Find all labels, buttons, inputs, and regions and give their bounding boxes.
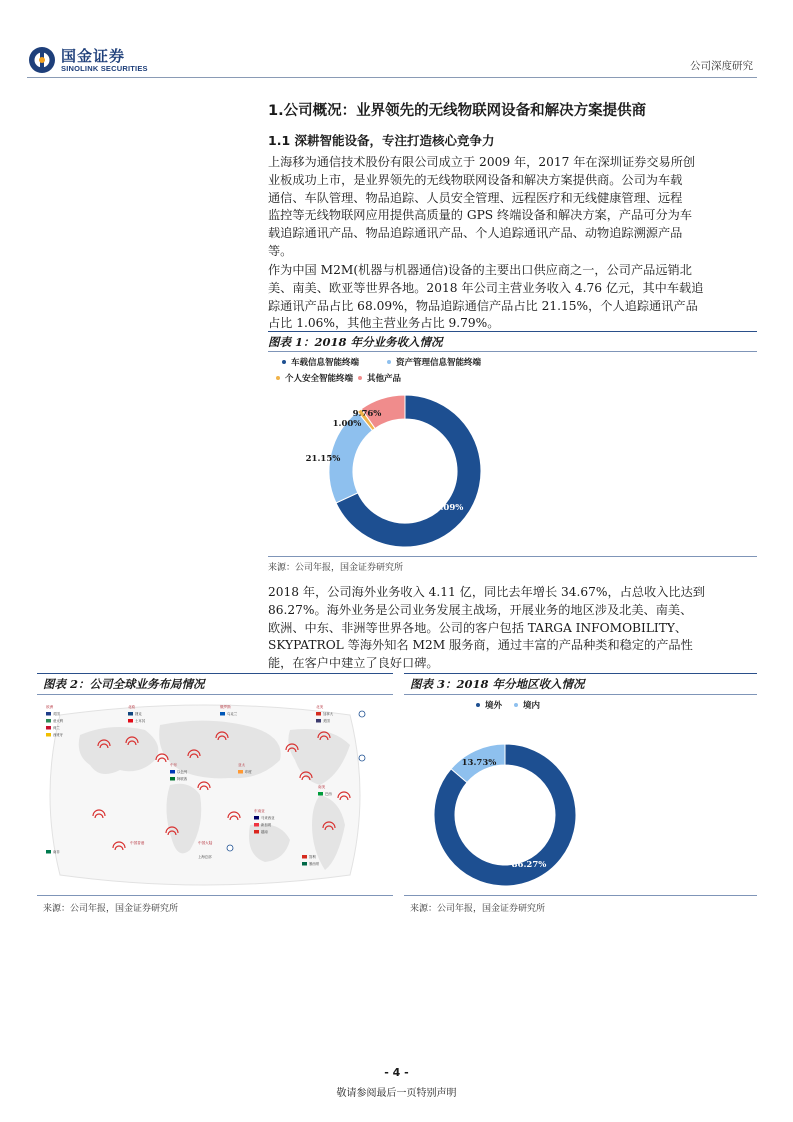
legend-label: 境外: [485, 701, 503, 711]
figure3-source: 来源：公司年报，国金证券研究所: [410, 904, 546, 914]
brand-logo: [27, 45, 157, 77]
text-line: 占比 1.06%，其他主营业务占比 9.79%。: [268, 316, 500, 331]
donut-value-label: 1.00%: [332, 419, 362, 429]
region-donut-chart: [404, 730, 757, 890]
figure3-title: 图表 3：2018 年分地区收入情况: [410, 677, 585, 691]
map-region-label: 中东: [170, 763, 178, 767]
map-country-label: 墨西哥: [309, 862, 320, 866]
donut-value-label: 86.27%: [511, 860, 547, 870]
text-line: 美、南美、欧亚等世界各地。2018 年公司主营业务收入 4.76 亿元，其中车载追: [268, 280, 704, 295]
legend-item-domestic: [514, 699, 540, 711]
map-country-label: 西班牙: [53, 733, 64, 737]
figure2-bottom-rule: [37, 895, 393, 896]
map-region-label: 俄罗斯: [220, 705, 231, 709]
map-country-label: 越南: [261, 830, 268, 834]
text-line: 作为中国 M2M(机器与机器通信)设备的主要出口供应商之一，公司产品远销北: [268, 263, 692, 277]
legend-dot: [387, 360, 391, 364]
header-divider: [27, 77, 757, 78]
map-country-label: 以色列: [177, 770, 188, 774]
map-region-label: 亚太: [238, 763, 246, 767]
map-country-label: 马来西亚: [261, 816, 275, 820]
text-line: 载追踪通讯产品、物品追踪通讯产品、个人追踪通讯产品、动物追踪溯源产品: [268, 226, 683, 241]
map-country-label: 新加坡: [261, 823, 272, 827]
report-type: 公司深度研究: [690, 60, 753, 72]
brand-name-cn: 国金证券: [61, 47, 126, 65]
figure1-top-rule: [268, 331, 757, 332]
paragraph-intro: [268, 154, 756, 261]
legend-dot: [358, 376, 362, 380]
page-number: - 4 -: [384, 1066, 409, 1079]
donut-value-label: 21.15%: [305, 454, 341, 464]
map-country-label: 土耳其: [135, 719, 146, 723]
legend-label: 资产管理信息智能终端: [396, 358, 482, 368]
figure2-source: 来源：公司年报，国金证券研究所: [43, 904, 179, 914]
map-country-label: 印度: [245, 770, 252, 774]
text-line: 通信、车队管理、物品追踪、人员安全管理、远程医疗和无线健康管理、远程: [268, 190, 683, 205]
text-line: 监控等无线物联网应用提供高质量的 GPS 终端设备和解决方案，产品可分为车: [268, 208, 693, 223]
paragraph-overseas: [268, 584, 756, 673]
map-country-label: 捷克: [135, 712, 142, 716]
figure2-top-rule: [37, 673, 393, 674]
map-country-label: 美国: [323, 719, 330, 723]
map-country-label: 意大利: [53, 719, 64, 723]
legend-label: 个人安全智能终端: [285, 374, 354, 384]
map-country-label: 乌克兰: [227, 712, 238, 716]
map-country-label: 智利: [309, 855, 316, 859]
brand-name-en: SINOLINK SECURITIES: [61, 64, 148, 73]
donut-value-label: 13.73%: [461, 758, 497, 768]
donut-value-label: 68.09%: [428, 503, 464, 513]
figure3-bottom-rule: [404, 895, 757, 896]
legend-label: 境内: [523, 701, 541, 711]
map-country-label: 加拿大: [323, 712, 334, 716]
map-region-label: 北欧: [128, 705, 136, 709]
text-line: 踪通讯产品占比 68.09%，物品追踪通信产品占比 21.15%，个人追踪通讯产品: [268, 298, 698, 313]
legend-dot: [282, 360, 286, 364]
figure2-title-rule: [37, 694, 393, 695]
figure1-source: 来源：公司年报，国金证券研究所: [268, 563, 404, 573]
legend-label: 车载信息智能终端: [291, 358, 360, 368]
map-country-label: 阿联酋: [177, 777, 188, 781]
text-line: 能，在客户中建立了良好口碑。: [268, 656, 439, 671]
figure1-title-rule: [268, 351, 757, 352]
paragraph-revenue: [268, 262, 756, 333]
figure3-top-rule: [404, 673, 757, 674]
figure2-title: 图表 2：公司全球业务布局情况: [43, 677, 205, 691]
figure1-bottom-rule: [268, 556, 757, 557]
logo-icon: [27, 45, 57, 75]
section-heading: 1.公司概况：业界领先的无线物联网设备和解决方案提供商: [268, 103, 647, 119]
legend-dot: [276, 376, 280, 380]
legend-item-vehicle: [282, 356, 359, 368]
map-country-label: 上海总部: [198, 855, 212, 859]
text-line: 上海移为通信技术股份有限公司成立于 2009 年，2017 年在深圳证券交易所创: [268, 155, 696, 169]
legend-item-personal: [276, 372, 353, 384]
map-country-label: 南非: [53, 850, 60, 854]
text-line: 欧洲、中东、非洲等世界各地。公司的客户包括 TARGA INFOMOBILITY、: [268, 620, 688, 635]
legend-item-asset: [387, 356, 481, 368]
text-line: 等。: [268, 243, 293, 258]
map-region-label: 南美: [318, 785, 326, 789]
text-line: 2018 年，公司海外业务收入 4.11 亿，同比去年增长 34.67%，占总收入比达到: [268, 585, 705, 599]
disclaimer: 敬请参阅最后一页特别声明: [336, 1088, 457, 1099]
legend-dot: [514, 703, 518, 707]
map-region-label: 东南亚: [254, 809, 265, 813]
map-region-label: 中国香港: [130, 841, 145, 845]
subsection-heading: 1.1 深耕智能设备，专注打造核心竞争力: [268, 133, 495, 148]
legend-item-other: [358, 372, 401, 384]
map-region-label: 北美: [316, 705, 324, 709]
map-region-label: 中国大陆: [198, 841, 213, 845]
global-layout-map: [40, 700, 370, 890]
map-country-label: 荷兰: [53, 726, 60, 730]
map-country-label: 巴西: [325, 792, 332, 796]
text-line: SKYPATROL 等海外知名 M2M 服务商，通过丰富的产品种类和稳定的产品性: [268, 638, 693, 653]
text-line: 86.27%。海外业务是公司业务发展主战场，开展业务的地区涉及北美、南美、: [268, 602, 693, 617]
legend-label: 其他产品: [367, 374, 402, 384]
text-line: 业板成功上市，是业界领先的无线物联网设备和解决方案提供商。公司为车载: [268, 172, 683, 187]
figure3-title-rule: [404, 694, 757, 695]
map-country-label: 英国: [53, 712, 60, 716]
legend-item-overseas: [476, 699, 502, 711]
legend-dot: [476, 703, 480, 707]
figure1-title: 图表 1：2018 年分业务收入情况: [268, 335, 443, 349]
map-region-label: 欧洲: [46, 705, 54, 709]
business-donut-chart: [268, 385, 757, 555]
donut-value-label: 9.76%: [352, 409, 382, 419]
